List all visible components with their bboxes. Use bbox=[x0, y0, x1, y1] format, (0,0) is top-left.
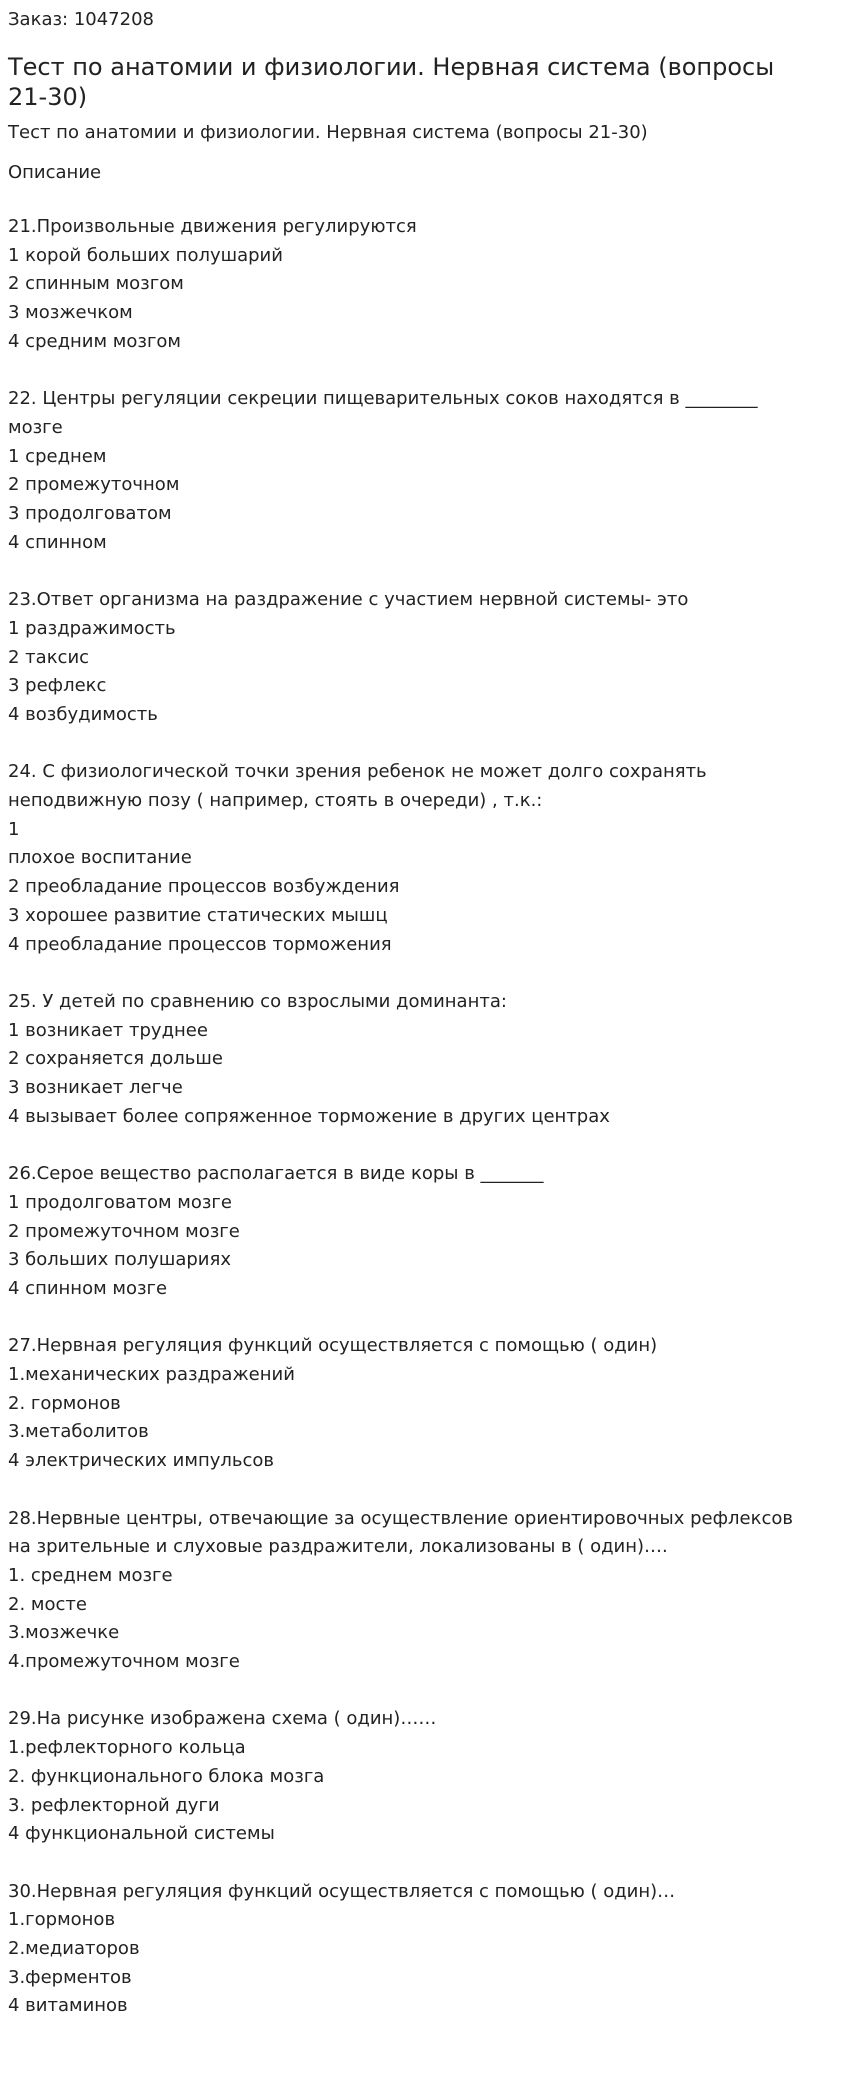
answer-line: 3 больших полушариях bbox=[8, 1249, 231, 1271]
answer-line: 2 сохраняется дольше bbox=[8, 1048, 223, 1070]
answer-line: 1 продолговатом мозге bbox=[8, 1191, 232, 1213]
answer-line: 3.метаболитов bbox=[8, 1421, 149, 1443]
question-text: 26.Серое вещество располагается в виде коры в _______ bbox=[8, 1163, 544, 1185]
questions-list bbox=[8, 213, 839, 2021]
question-block bbox=[8, 1160, 839, 1304]
question-block bbox=[8, 213, 839, 357]
answer-line: 4.промежуточном мозге bbox=[8, 1651, 240, 1673]
question-text: 21.Произвольные движения регулируются bbox=[8, 216, 417, 237]
question-block bbox=[8, 1505, 839, 1677]
question-text: 25. У детей по сравнению со взрослыми доминанта: bbox=[8, 990, 507, 1012]
question-block bbox=[8, 1332, 839, 1476]
question-block bbox=[8, 758, 839, 959]
answer-line: 1 среднем bbox=[8, 445, 107, 467]
answer-line: 1 раздражимость bbox=[8, 617, 176, 639]
answer-line: на зрительные и слуховые раздражители, локализованы в ( один)…. bbox=[8, 1536, 668, 1558]
answer-line: 2.медиаторов bbox=[8, 1938, 140, 1960]
answer-line: 3 мозжечком bbox=[8, 302, 133, 324]
answer-line: 2 спинным мозгом bbox=[8, 273, 184, 295]
answer-line: 3. рефлекторной дуги bbox=[8, 1794, 220, 1816]
answer-line: 4 вызывает более сопряженное торможение в других центрах bbox=[8, 1105, 610, 1127]
page-title: Тест по анатомии и физиологии. Нервная система (вопросы 21-30) bbox=[8, 53, 775, 111]
answer-line: 1.рефлекторного кольца bbox=[8, 1737, 246, 1759]
question-text: 22. Центры регуляции секреции пищеварительных соков находятся в ________ bbox=[8, 388, 758, 410]
question-block bbox=[8, 988, 839, 1132]
answer-line: 1.механических раздражений bbox=[8, 1364, 295, 1386]
answer-line: 3.ферментов bbox=[8, 1966, 132, 1988]
page-subtitle: Тест по анатомии и физиологии. Нервная система (вопросы 21-30) bbox=[8, 122, 648, 143]
answer-line: 3 рефлекс bbox=[8, 675, 107, 697]
answer-line: 2 промежуточном bbox=[8, 474, 180, 496]
answer-line: 4 спинном мозге bbox=[8, 1277, 168, 1299]
question-block bbox=[8, 1878, 839, 2022]
answer-line: 3 возникает легче bbox=[8, 1077, 183, 1099]
answer-line: 4 возбудимость bbox=[8, 703, 158, 725]
answer-line: 3.мозжечке bbox=[8, 1622, 120, 1644]
description-heading: Описание bbox=[8, 162, 102, 183]
answer-line: 4 средним мозгом bbox=[8, 330, 181, 352]
answer-line: 2 промежуточном мозге bbox=[8, 1220, 240, 1242]
answer-line: 1 возникает труднее bbox=[8, 1019, 208, 1041]
answer-line: 2. гормонов bbox=[8, 1392, 121, 1414]
answer-line: 2 таксис bbox=[8, 646, 90, 668]
answer-line: 4 функциональной системы bbox=[8, 1823, 275, 1845]
question-text: 27.Нервная регуляция функций осуществляется с помощью ( один) bbox=[8, 1335, 658, 1357]
answer-line: мозге bbox=[8, 416, 63, 438]
answer-line: 1 bbox=[8, 818, 20, 840]
answer-line: 1. среднем мозге bbox=[8, 1564, 173, 1586]
question-block bbox=[8, 1705, 839, 1849]
answer-line: 2 преобладание процессов возбуждения bbox=[8, 876, 400, 898]
answer-line: 4 витаминов bbox=[8, 1995, 128, 2017]
answer-line: 3 хорошее развитие статических мышц bbox=[8, 904, 388, 926]
answer-line: плохое воспитание bbox=[8, 847, 192, 869]
answer-line: 1.гормонов bbox=[8, 1909, 116, 1931]
order-number: Заказ: 1047208 bbox=[8, 9, 154, 30]
question-block bbox=[8, 586, 839, 730]
question-block bbox=[8, 385, 839, 557]
question-text: 29.На рисунке изображена схема ( один)…… bbox=[8, 1708, 437, 1730]
answer-line: 4 электрических импульсов bbox=[8, 1450, 274, 1472]
answer-line: 2. функционального блока мозга bbox=[8, 1765, 325, 1787]
answer-line: 4 спинном bbox=[8, 531, 107, 553]
answer-line: неподвижную позу ( например, стоять в очереди) , т.к.: bbox=[8, 790, 543, 812]
question-text: 24. С физиологической точки зрения ребенок не может долго сохранять bbox=[8, 761, 707, 783]
answer-line: 4 преобладание процессов торможения bbox=[8, 933, 392, 955]
question-text: 30.Нервная регуляция функций осуществляется с помощью ( один)… bbox=[8, 1880, 676, 1902]
answer-line: 1 корой больших полушарий bbox=[8, 244, 283, 266]
question-text: 23.Ответ организма на раздражение с участием нервной системы- это bbox=[8, 589, 689, 611]
answer-line: 3 продолговатом bbox=[8, 503, 172, 525]
answer-line: 2. мосте bbox=[8, 1593, 87, 1615]
question-text: 28.Нервные центры, отвечающие за осуществление ориентировочных рефлексов bbox=[8, 1507, 793, 1529]
